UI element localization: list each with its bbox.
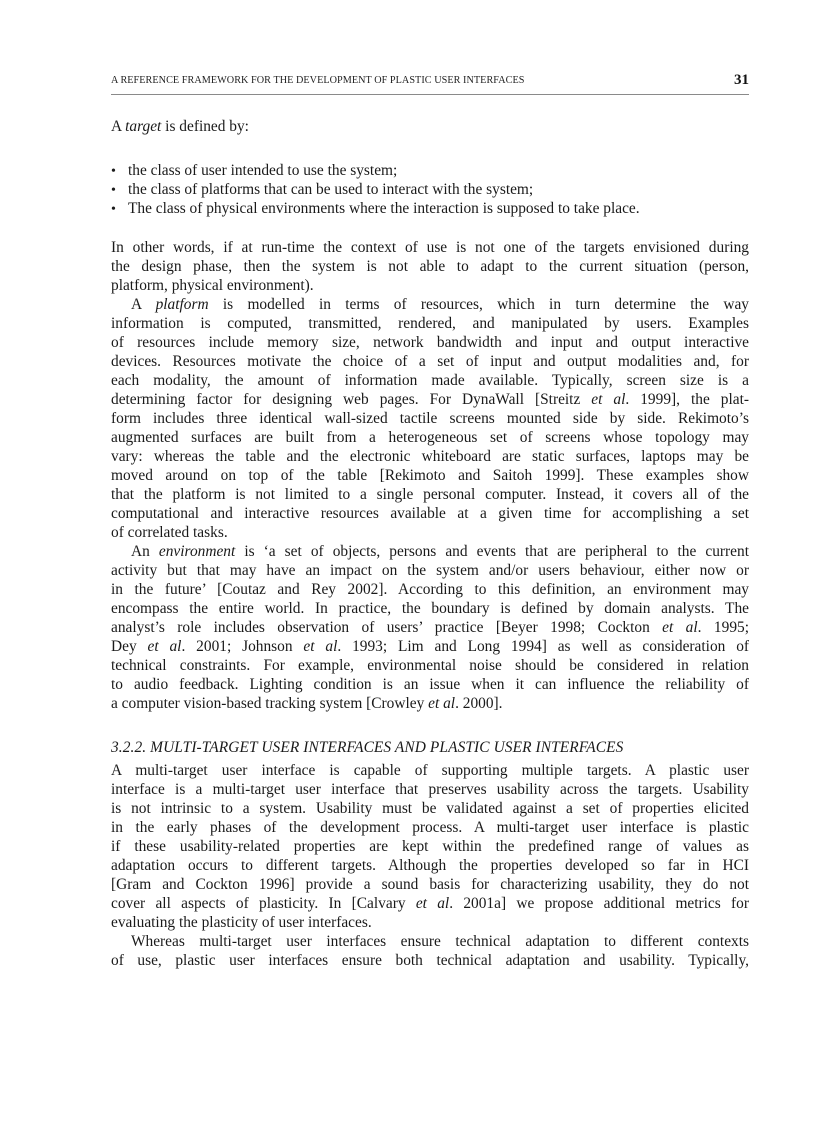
- term-target: target: [125, 118, 162, 135]
- bullet-item: [111, 199, 749, 218]
- text-run: cover all aspects of plasticity. In [Calvary: [111, 895, 416, 912]
- page-number: 31: [734, 72, 749, 88]
- citation-etal: et al: [591, 391, 626, 408]
- text-run: . 2000].: [455, 695, 503, 712]
- paragraph-line: [111, 295, 749, 314]
- text-run: . 2001; Johnson: [181, 638, 304, 655]
- paragraph-line: In other words, if at run-time the context of use is not one of the targets envisioned during: [111, 239, 749, 256]
- paragraph-line: A multi-target user interface is capable of supporting multiple targets. A plastic user: [111, 762, 749, 779]
- paragraph-line: [111, 390, 749, 409]
- paragraph-line: [111, 894, 749, 913]
- text-run: . 2001a] we propose additional metrics for: [449, 895, 749, 912]
- paragraph-line: interface is a multi-target user interface that preserves usability across the targets. Usability: [111, 781, 749, 798]
- bullet-text: the class of user intended to use the system;: [128, 162, 398, 179]
- paragraph-line: vary: whereas the table and the electronic whiteboard are static surfaces, laptops may be: [111, 448, 749, 465]
- text-run: . 1999], the plat-: [625, 391, 750, 408]
- intro-suffix: is defined by:: [161, 118, 249, 135]
- intro-line: [111, 117, 749, 136]
- text-run: . 1995;: [697, 619, 749, 636]
- intro-prefix: A: [111, 118, 126, 135]
- paragraph-line: technical constraints. For example, environmental noise should be considered in relation: [111, 657, 749, 674]
- bullet-icon: •: [111, 183, 116, 198]
- text-run: A: [131, 296, 156, 313]
- paragraph-line: devices. Resources motivate the choice of a set of input and output modalities and, for: [111, 353, 749, 370]
- paragraph-line: if these usability-related properties are kept within the predefined range of values as: [111, 838, 749, 855]
- paragraph-line: of resources include memory size, network bandwidth and input and output interactive: [111, 334, 749, 351]
- paragraph-line: augmented surfaces are built from a heterogeneous set of screens whose topology may: [111, 429, 749, 446]
- citation-etal: et al: [147, 638, 182, 655]
- term-environment: environment: [158, 543, 236, 560]
- text-run: Dey: [111, 638, 148, 655]
- text-run: An: [131, 543, 159, 560]
- citation-etal: et al: [662, 619, 698, 636]
- paragraph-line: computational and interactive resources available at a given time for accomplishing a set: [111, 505, 749, 522]
- paragraph-line: activity but that may have an impact on the system and/or users behaviour, either now or: [111, 562, 749, 579]
- paragraph-line: Whereas multi-target user interfaces ensure technical adaptation to different contexts: [131, 933, 749, 950]
- paragraph-line: information is computed, transmitted, rendered, and manipulated by users. Examples: [111, 315, 749, 332]
- paragraph-line: [111, 637, 749, 656]
- paragraph-line: [Gram and Cockton 1996] provide a sound basis for characterizing usability, they do not: [111, 876, 749, 893]
- paragraph-line: form includes three identical wall-sized tactile screens mounted side by side. Rekimoto’s: [111, 410, 749, 427]
- paragraph-line: [111, 694, 749, 713]
- bullet-item: [111, 161, 749, 180]
- text-run: a computer vision-based tracking system [Crowley: [111, 695, 429, 712]
- citation-etal: et al: [415, 895, 450, 912]
- paragraph-line: evaluating the plasticity of user interfaces.: [111, 914, 372, 931]
- bullet-icon: •: [111, 164, 116, 179]
- paragraph-line: is not intrinsic to a system. Usability must be validated against a set of properties elicited: [111, 800, 749, 817]
- bullet-text: the class of platforms that can be used to interact with the system;: [128, 181, 534, 198]
- citation-etal: et al: [428, 695, 456, 712]
- paragraph-line: of use, plastic user interfaces ensure both technical adaptation and usability. Typically,: [111, 952, 749, 969]
- paragraph-line: of correlated tasks.: [111, 524, 228, 541]
- text-run: analyst’s role includes observation of users’ practice [Beyer 1998; Cockton: [111, 619, 663, 636]
- paragraph-line: in the future’ [Coutaz and Rey 2002]. According to this definition, an environment may: [111, 581, 749, 598]
- bullet-text: The class of physical environments where the interaction is supposed to take place.: [128, 200, 640, 217]
- text-run: is modelled in terms of resources, which in turn determine the way: [208, 296, 749, 313]
- bullet-item: [111, 180, 749, 199]
- paragraph-line: moved around on top of the table [Rekimoto and Saitoh 1999]. These examples show: [111, 467, 749, 484]
- running-title: A REFERENCE FRAMEWORK FOR THE DEVELOPMENT OF PLASTIC USER INTERFACES: [111, 75, 525, 86]
- paragraph-line: encompass the entire world. In practice, the boundary is defined by domain analysts. The: [111, 600, 749, 617]
- paragraph-line: to audio feedback. Lighting condition is an issue when it can influence the reliability of: [111, 676, 749, 693]
- paragraph-line: platform, physical environment).: [111, 277, 314, 294]
- text-run: . 1993; Lim and Long 1994] as well as consideration of: [337, 638, 750, 655]
- paragraph-line: the design phase, then the system is not able to adapt to the current situation (person,: [111, 258, 749, 275]
- text-run: determining factor for designing web pages. For DynaWall [Streitz: [111, 391, 592, 408]
- paragraph-line: [111, 542, 749, 561]
- paragraph-line: adaptation occurs to different targets. Although the properties developed so far in HCI: [111, 857, 749, 874]
- section-heading: 3.2.2. MULTI-TARGET USER INTERFACES AND PLASTIC USER INTERFACES: [111, 739, 624, 756]
- running-header: [111, 72, 749, 95]
- paragraph-line: [111, 618, 749, 637]
- paragraph-line: each modality, the amount of information made available. Typically, screen size is a: [111, 372, 749, 389]
- paragraph-line: that the platform is not limited to a single personal computer. Instead, it covers all of the: [111, 486, 749, 503]
- bullet-icon: •: [111, 202, 116, 217]
- paragraph-line: in the early phases of the development process. A multi-target user interface is plastic: [111, 819, 749, 836]
- term-platform: platform: [155, 296, 209, 313]
- text-run: is ‘a set of objects, persons and events that are peripheral to the current: [235, 543, 749, 560]
- citation-etal: et al: [303, 638, 338, 655]
